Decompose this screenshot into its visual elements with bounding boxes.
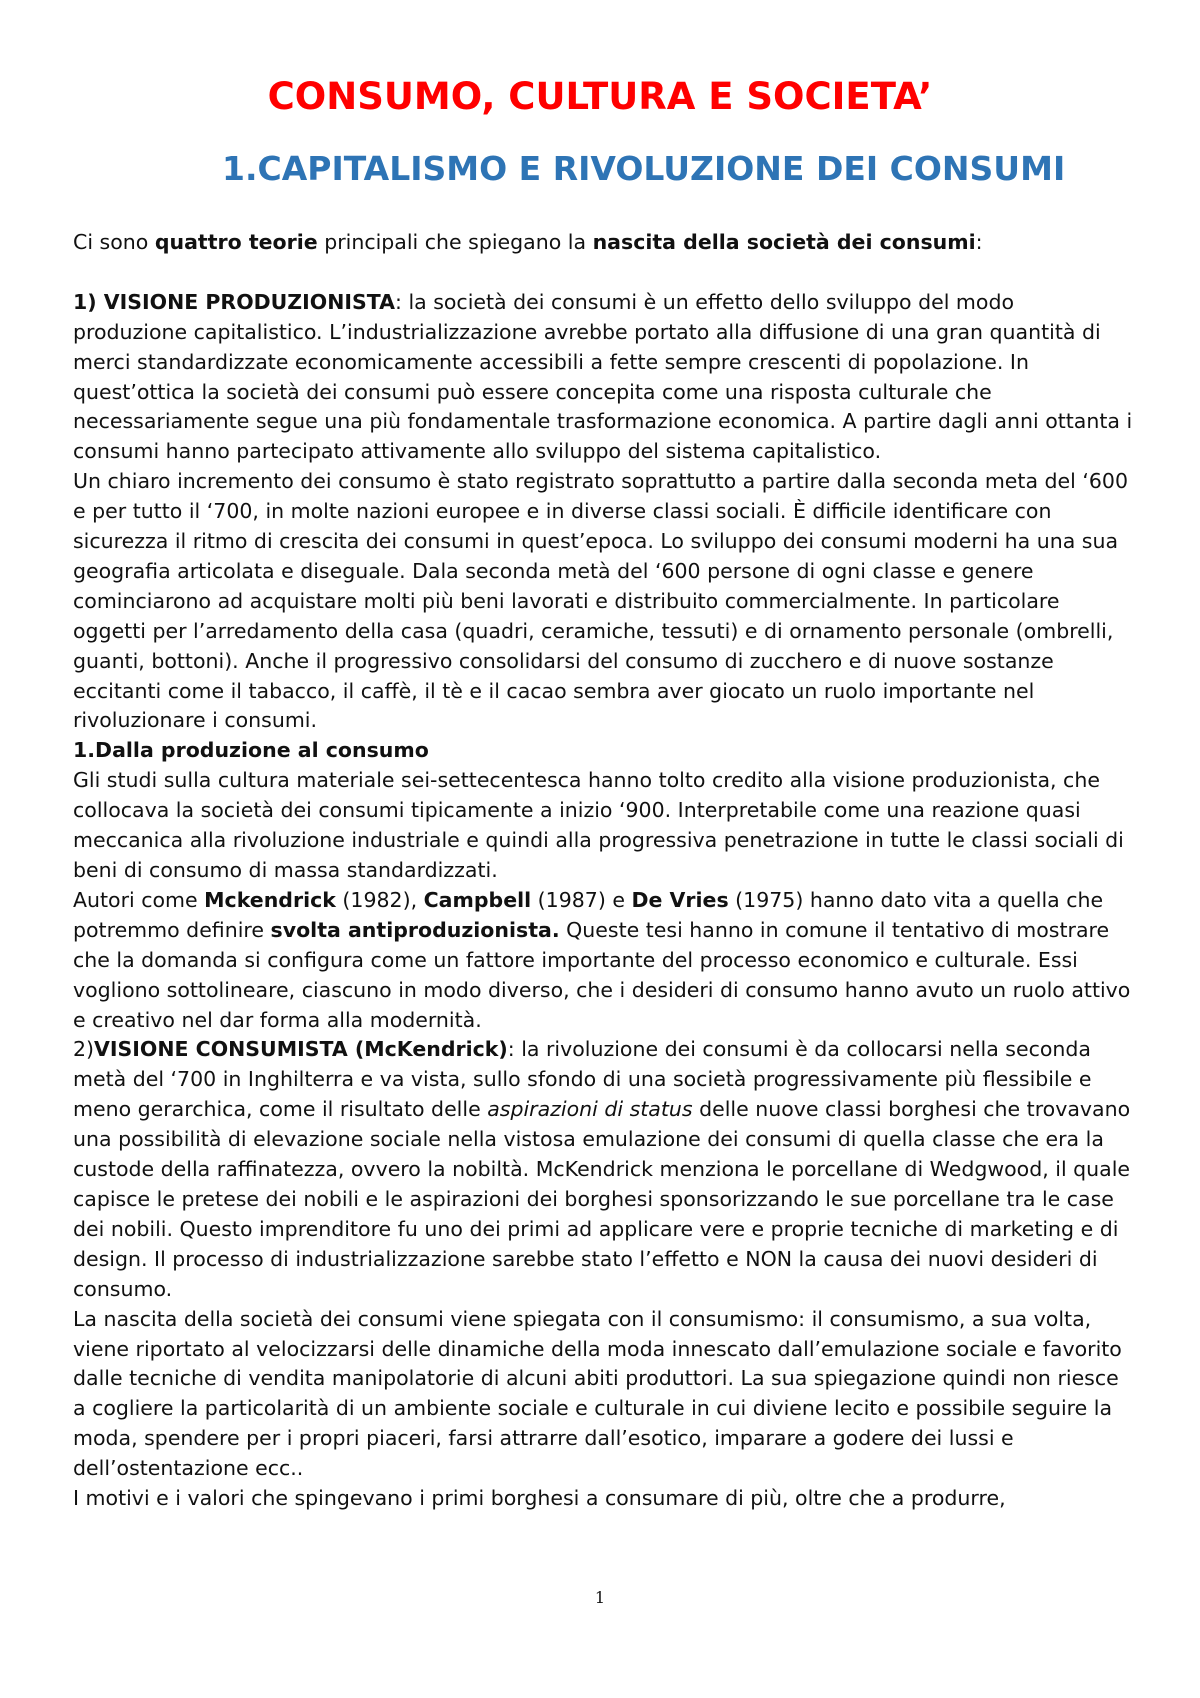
bold-text: quattro teorie xyxy=(154,230,318,254)
text-run: Gli studi sulla cultura materiale sei-settecentesca hanno tolto credito alla visione produzionista, che collocava la società dei consumi tipicamente a inizio ‘900. Interpretabile come una reazione quasi meccanica alla rivoluzione industriale e quindi alla progressiva penetrazione in tutte le classi sociali di beni di consumo di massa standardizzati. xyxy=(73,768,1124,883)
bold-text: De Vries xyxy=(631,887,729,912)
text-run: (1982), xyxy=(335,887,424,912)
bold-text: 1.Dalla produzione al consumo xyxy=(73,738,429,763)
document-title: CONSUMO, CULTURA E SOCIETA’ xyxy=(267,75,933,118)
text-run: Queste tesi hanno in comune il tentativo di mostrare che la domanda si configura come un fattore importante del processo economico e culturale. Essi vogliono sottolineare, ciascuno in modo diverso, che i desideri di consumo hanno avuto un ruolo attivo e creativo nel dar forma alla modernità. xyxy=(73,917,1131,1032)
text-run: delle nuove classi borghesi che trovavano una possibilità di elevazione sociale nella vistosa emulazione dei consumi di quella classe che era la custode della raffinatezza, ovvero la nobiltà. McKendrick menziona le porcellane di Wedgwood, il quale capisce le pretese dei nobili e le aspirazioni dei borghesi sponsorizzando le sue porcellane tra le case dei nobili. Questo imprenditore fu uno dei primi ad applicare vere e proprie tecniche di marketing e di design. Il processo di industrializzazione sarebbe stato l’effetto e NON la causa dei nuovi desideri di consumo. xyxy=(73,1097,1131,1301)
paragraph-visione-consumista xyxy=(73,1035,1133,1304)
text-run: Autori come xyxy=(73,887,205,912)
italic-text: aspirazioni di status xyxy=(487,1097,693,1122)
page-number: 1 xyxy=(594,1588,606,1607)
paragraph-incremento-consumo xyxy=(73,467,1133,736)
bold-text: Mckendrick xyxy=(204,887,336,912)
text-run: (1975) hanno dato vita a quella che potremmo definire xyxy=(73,887,1104,942)
paragraph-nascita-consumismo xyxy=(73,1305,1133,1484)
text-run: La nascita della società dei consumi viene spiegata con il consumismo: il consumismo, a sua volta, viene riportato al velocizzarsi delle dinamiche della moda innescato dall’emulazione sociale e favorito dalle tecniche di vendita manipolatorie di alcuni abiti produttori. La sua spiegazione quindi non riesce a cogliere la particolarità di un ambiente sociale e culturale in cui diviene lecito e possibile seguire la moda, spendere per i propri piaceri, farsi attrarre dall’esotico, imparare a godere dei lussi e dell’ostentazione ecc.. xyxy=(73,1306,1122,1481)
paragraph-svolta-antiproduzionista xyxy=(73,886,1133,1036)
text-run: Un chiaro incremento dei consumo è stato registrato soprattutto a partire dalla seconda meta del ‘600 e per tutto il ‘700, in molte nazioni europee e in diverse classi sociali. È difficile identificare con sicurezza il ritmo di crescita dei consumi in quest’epoca. Lo sviluppo dei consumi moderni ha una sua geografia articolata e diseguale. Dala seconda metà del ‘600 persone di ogni classe e genere cominciarono ad acquistare molti più beni lavorati e distribuito commercialmente. In particolare oggetti per l’arredamento della casa (quadri, ceramiche, tessuti) e di ornamento personale (ombrelli, guanti, bottoni). Anche il progressivo consolidarsi del consumo di zucchero e di nuove sostanze eccitanti come il tabacco, il caffè, il tè e il cacao sembra aver giocato un ruolo importante nel rivoluzionare i consumi. xyxy=(73,469,1129,733)
paragraph-visione-produzionista xyxy=(73,288,1133,467)
text-run: : la società dei consumi è un effetto dello sviluppo del modo produzione capitalistico. L’industrializzazione avrebbe portato alla diffusione di una gran quantità di merci standardizzate economicamente accessibili a fette sempre crescenti di popolazione. In quest’ottica la società dei consumi può essere concepita come una risposta culturale che necessariamente segue una più fondamentale trasformazione economica. A partire dagli anni ottanta i consumi hanno partecipato attivamente allo sviluppo del sistema capitalistico. xyxy=(73,289,1133,464)
bold-text: Campbell xyxy=(423,887,532,912)
paragraph-intro xyxy=(73,228,1133,258)
chapter-title: 1.CAPITALISMO E RIVOLUZIONE DEI CONSUMI xyxy=(222,149,1066,188)
text-run: I motivi e i valori che spingevano i primi borghesi a consumare di più, oltre che a produrre, xyxy=(73,1486,1006,1511)
text-run: principali che spiegano la xyxy=(317,230,593,254)
text-run: (1987) e xyxy=(531,887,632,912)
paragraph-gap xyxy=(73,258,1133,288)
text-run: : xyxy=(975,230,983,254)
paragraph-studi-cultura-materiale xyxy=(73,766,1133,886)
paragraph-heading-produzione-consumo xyxy=(73,736,1133,766)
text-run: Ci sono xyxy=(73,230,155,254)
bold-text: 1) VISIONE PRODUZIONISTA xyxy=(73,289,396,314)
bold-text: VISIONE CONSUMISTA (McKendrick) xyxy=(94,1037,508,1062)
bold-text: svolta antiproduzionista. xyxy=(270,917,560,942)
text-run: : la rivoluzione dei consumi è da collocarsi nella seconda metà del ‘700 in Inghilterra e va vista, sullo sfondo di una società progressivamente più flessibile e meno gerarchica, come il risultato delle xyxy=(73,1037,1092,1122)
paragraph-motivi-valori xyxy=(73,1484,1133,1514)
bold-text: nascita della società dei consumi xyxy=(592,230,976,254)
document-body xyxy=(73,228,1133,1514)
text-run: 2) xyxy=(73,1037,95,1062)
